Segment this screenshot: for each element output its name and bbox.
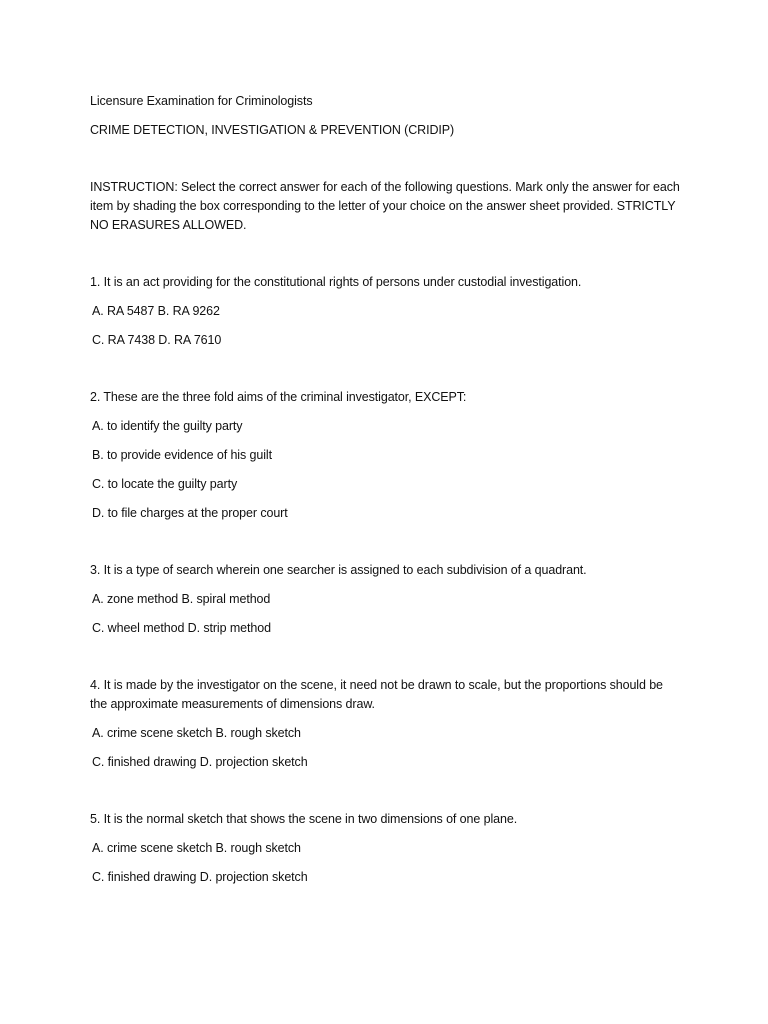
question-1 [90, 273, 680, 350]
document-content [90, 92, 684, 887]
choice-line: A. zone method B. spiral method [92, 592, 271, 606]
question-stem: 2. These are the three fold aims of the criminal investigator, EXCEPT: [90, 390, 467, 404]
choice-line: A. crime scene sketch B. rough sketch [92, 841, 301, 855]
question-stem: 5. It is the normal sketch that shows the scene in two dimensions of one plane. [90, 812, 518, 826]
question-stem: 1. It is an act providing for the constitutional rights of persons under custodial investigation. [90, 275, 582, 289]
question-stem: 3. It is a type of search wherein one searcher is assigned to each subdivision of a quadrant. [90, 563, 587, 577]
choice-line: C. to locate the guilty party [92, 477, 238, 491]
choice-line: C. finished drawing D. projection sketch [92, 870, 308, 884]
exam-title: Licensure Examination for Criminologists [90, 94, 313, 108]
choice-line: A. RA 5487 B. RA 9262 [92, 304, 220, 318]
choice-line: C. wheel method D. strip method [92, 621, 271, 635]
choice-line: C. finished drawing D. projection sketch [92, 755, 308, 769]
choice-line: D. to file charges at the proper court [92, 506, 288, 520]
question-5 [90, 810, 680, 887]
choice-line: B. to provide evidence of his guilt [92, 448, 272, 462]
choice-line: A. crime scene sketch B. rough sketch [92, 726, 301, 740]
question-4 [90, 676, 680, 772]
question-stem: 4. It is made by the investigator on the scene, it need not be drawn to scale, but the proportions should be the approximate measurements of dimensions draw. [90, 678, 667, 711]
instruction-text: INSTRUCTION: Select the correct answer for each of the following questions. Mark only the answer for each item by shading the box corresponding to the letter of your choice on the answer sheet provided. STRICTLY NO ERASURES ALLOWED. [90, 180, 684, 232]
question-2 [90, 388, 680, 523]
choice-line: C. RA 7438 D. RA 7610 [92, 333, 222, 347]
question-3 [90, 561, 680, 638]
subject-title: CRIME DETECTION, INVESTIGATION & PREVENTION (CRIDIP) [90, 123, 455, 137]
choice-line: A. to identify the guilty party [92, 419, 243, 433]
